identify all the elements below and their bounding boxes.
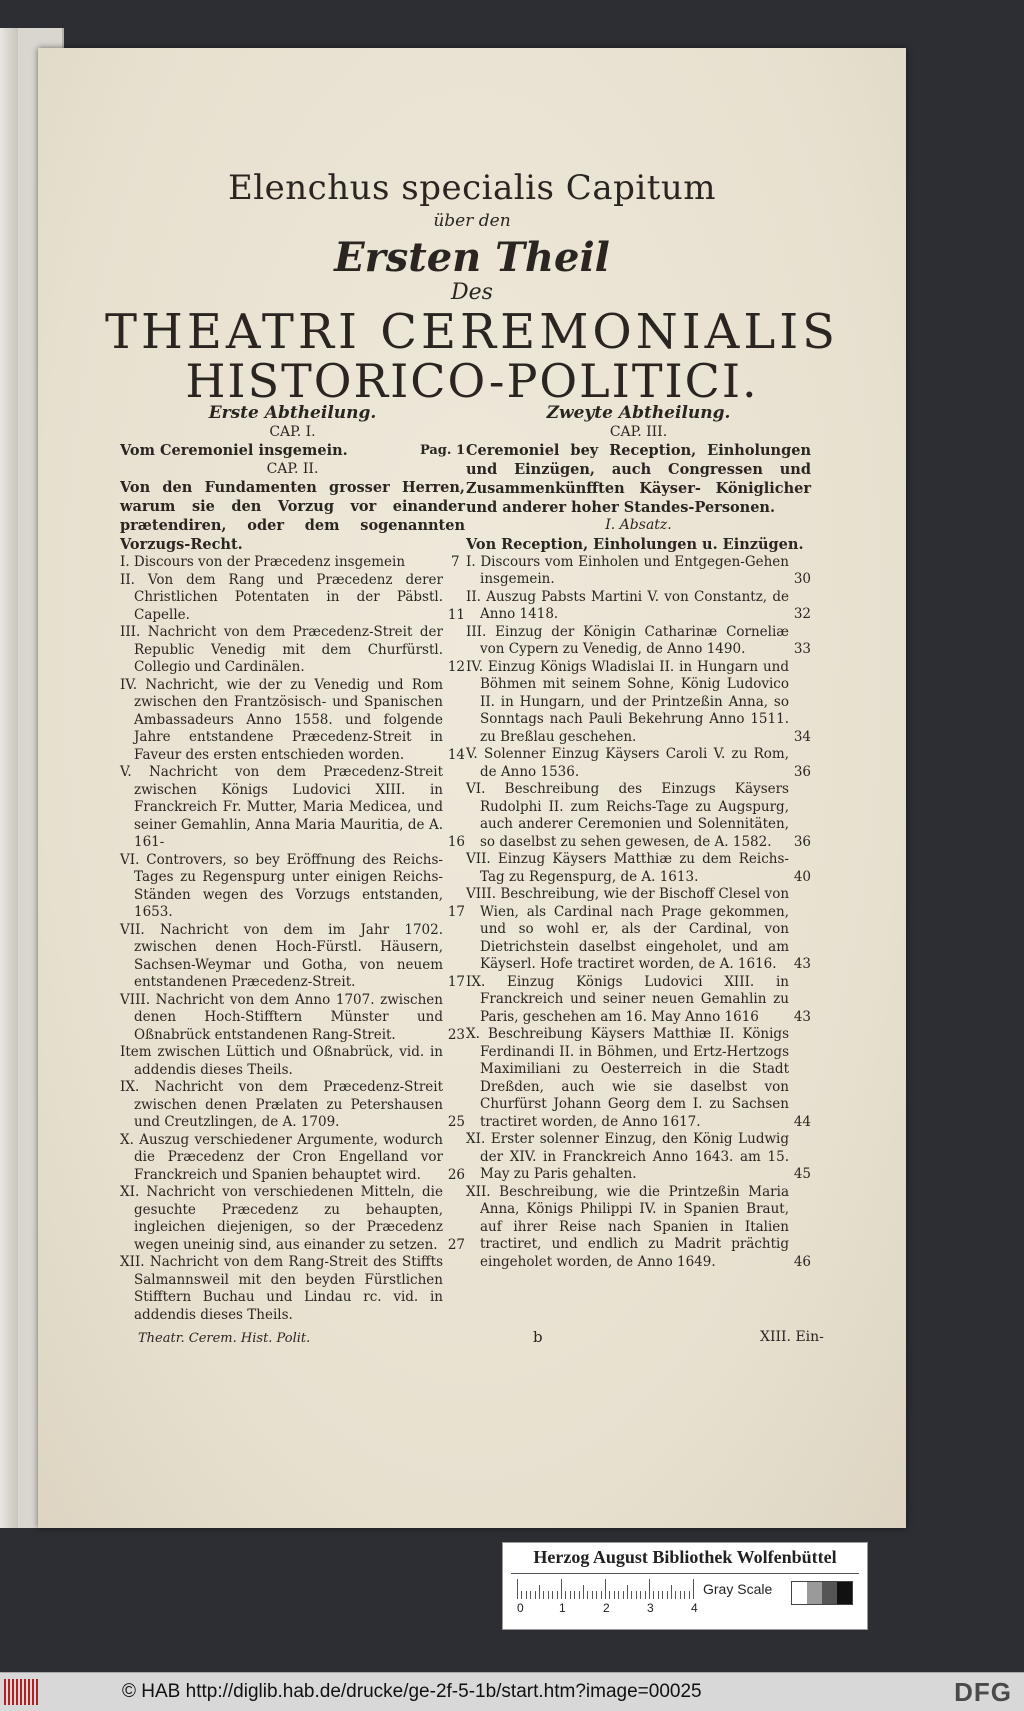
ruler-number: 0 (517, 1601, 524, 1615)
toc-entry (120, 677, 465, 765)
title-line-4: Des (451, 280, 493, 305)
ruler-tick (517, 1579, 518, 1599)
toc-entry-text: Item zwischen Lüttich und Oßnabrück, vid. in addendis dieses Theils. (120, 1044, 443, 1078)
toc-entry-text: V. Nachricht von dem Præcedenz-Streit zwischen Königs Ludovici XIII. in Franckreich Fr. Mutter, Maria Medicea, und seiner Gemahlin, Anna Maria Mauritia, de A. 161- (120, 764, 443, 850)
ruler-tick (693, 1579, 694, 1599)
toc-entry (466, 974, 811, 1027)
cap-1-topic (120, 441, 465, 460)
stamp-divider (511, 1573, 859, 1574)
toc-entry-page: 40 (793, 868, 811, 885)
toc-entry-text: IV. Nachricht, wie der zu Venedig und Rom zwischen den Frantzösisch- und Spanischen Ambassadeurs Anno 1558. und folgende Jahre entstandene Præcedenz-Streit in Faveur des ersten entschieden worden. (120, 676, 443, 763)
toc-entry-text: II. Von dem Rang und Præcedenz derer Christlichen Potentaten in der Päbstl. Capelle. (120, 571, 443, 623)
toc-entry (120, 1184, 465, 1254)
toc-entry-page: 27 (447, 1236, 465, 1253)
toc-entry (466, 554, 811, 589)
ruler-tick (653, 1591, 654, 1599)
ruler-tick (543, 1591, 544, 1599)
toc-entry-text: IX. Nachricht von dem Præcedenz-Streit zwischen denen Prælaten zu Petershausen und Creutzlingen, de A. 1709. (120, 1079, 443, 1130)
toc-entry-text: III. Nachricht von dem Præcedenz-Streit der Republic Venedig mit dem Churfürstl. Collegio und Cardinälen. (120, 624, 443, 675)
running-footer: Theatr. Cerem. Hist. Polit. (138, 1331, 311, 1346)
ruler-tick (583, 1585, 584, 1599)
ruler-tick (587, 1591, 588, 1599)
toc-entry (466, 589, 811, 624)
ruler-tick (521, 1591, 522, 1599)
toc-entry (466, 624, 811, 659)
library-name: Herzog August Bibliothek Wolfenbüttel (533, 1547, 837, 1567)
ruler-tick (631, 1591, 632, 1599)
toc-entry (120, 922, 465, 992)
cap-3-label: CAP. III. (609, 424, 668, 440)
toc-entry-text: XI. Nachricht von verschiedenen Mitteln, die gesuchte Præcedenz zu behaupten, ingleichen diejenigen, so der Præcedenz wegen uneinig sind, aus einander zu setzen. (120, 1184, 443, 1253)
section-topic: Von Reception, Einholungen u. Einzügen. (466, 535, 804, 553)
toc-entry-text: XI. Erster solenner Einzug, den König Ludwig der XIV. in Franckreich Anno 1643. am 15. May zu Paris gehalten. (466, 1131, 789, 1182)
toc-entry-page: 36 (793, 763, 811, 780)
ruler-tick (570, 1591, 571, 1599)
ruler-tick (671, 1585, 672, 1599)
cap-1-topic-text: Vom Ceremoniel insgemein. (120, 442, 348, 459)
ruler-tick (675, 1591, 676, 1599)
ruler-tick (601, 1591, 602, 1599)
toc-entry-text: XII. Beschreibung, wie die Printzeßin Maria Anna, Königs Philippi IV. in Spanien Braut, auf ihrer Reise nach Spanien in Italien tractiret, und endlich zu Madrit prächtig eingeholet worden, de Anno 1649. (466, 1183, 789, 1270)
ruler-number: 3 (647, 1601, 654, 1615)
toc-entry-text: VIII. Beschreibung, wie der Bischoff Clesel von Wien, als Cardinal nach Prage gekommen, und so wohl er, als der Cardinal, von Dietrichstein daselbst eingeholet, und am Käyserl. Hofe tractiret worden, de A. 1616. (466, 886, 790, 972)
title-line-5: THEATRI CEREMONIALIS (104, 304, 840, 360)
toc-entry (120, 852, 465, 922)
toc-entry-text: VII. Nachricht von dem im Jahr 1702. zwischen denen Hoch-Fürstl. Häusern, Sachsen-Weymar und Gotha, von neuem entstandenen Præcedenz-Streit. (120, 921, 443, 990)
toc-entry-page: 44 (793, 1113, 811, 1130)
ruler-tick (579, 1591, 580, 1599)
scanned-page (38, 48, 906, 1528)
dfg-logo: DFG (954, 1677, 1012, 1707)
toc-entry-text: V. Solenner Einzug Käysers Caroli V. zu Rom, de Anno 1536. (466, 746, 789, 780)
toc-entry-page: 17 (447, 974, 465, 990)
title-line-2: über den (433, 211, 511, 231)
title-line-1: Elenchus specialis Capitum (227, 168, 717, 208)
toc-entry-page: 32 (793, 606, 811, 622)
ruler-tick (605, 1579, 606, 1599)
gray-scale-label: Gray Scale (703, 1581, 773, 1597)
toc-entry-page: 43 (793, 956, 811, 972)
ruler-tick (530, 1591, 531, 1599)
title-line-3: Ersten Theil (334, 234, 610, 281)
bottom-bar (0, 1672, 1024, 1711)
ruler-tick (627, 1585, 628, 1599)
ruler-tick (557, 1591, 558, 1599)
section-label: I. Absatz. (605, 517, 672, 533)
left-entry-list (120, 554, 465, 1324)
toc-entry (466, 1131, 811, 1184)
cap-1-topic-page: Pag. 1 (419, 443, 465, 458)
toc-entry (466, 1026, 811, 1131)
page-edge-shadow (0, 28, 18, 1528)
toc-entry (466, 781, 811, 851)
ruler-number: 4 (691, 1601, 698, 1615)
toc-entry: I. Discours von der Præcedenz insgemein 7 (120, 554, 460, 570)
right-entry-list (466, 554, 811, 1272)
ruler-tick (640, 1591, 641, 1599)
ruler-tick (623, 1591, 624, 1599)
toc-entry (120, 1254, 465, 1324)
ruler-tick (680, 1591, 681, 1599)
catchword: XIII. Ein- (760, 1329, 824, 1345)
toc-entry-text: IX. Einzug Königs Ludovici XIII. in Franckreich und seiner neuen Gemahlin zu Paris, geschehen am 16. May Anno 1616 (466, 973, 789, 1025)
toc-entry-text: I. Discours von der Præcedenz insgemein (120, 554, 406, 570)
toc-entry-page: 36 (793, 833, 811, 850)
toc-entry-page: 46 (793, 1253, 811, 1270)
ruler-number: 2 (603, 1601, 610, 1615)
ruler-tick (565, 1591, 566, 1599)
cap-2-topic: Von den Fundamenten grosser Herren, warum sie den Vorzug vor einander prætendiren, oder dem sogenannten Vorzugs-Recht. (120, 479, 465, 553)
source-url[interactable]: © HAB http://diglib.hab.de/drucke/ge-2f-5-1b/start.htm?image=00025 (122, 1681, 702, 1702)
ruler-tick (526, 1591, 527, 1599)
toc-entry-page: 26 (447, 1166, 465, 1183)
ruler-tick (689, 1591, 690, 1599)
toc-entry-page: 16 (447, 834, 465, 850)
ruler-tick (535, 1591, 536, 1599)
toc-entry (120, 572, 465, 625)
ruler-number: 1 (559, 1601, 566, 1615)
ruler-tick (592, 1591, 593, 1599)
toc-entry-text: VIII. Nachricht von dem Anno 1707. zwischen denen Hoch-Stifftern Münster und Oßnabrück entstandenen Rang-Streit. (120, 991, 443, 1043)
toc-entry (120, 624, 465, 677)
ruler-tick (574, 1591, 575, 1599)
toc-entry-text: VII. Einzug Käysers Matthiæ zu dem Reichs-Tag zu Regenspurg, de A. 1613. (466, 851, 789, 885)
toc-entry-page: 25 (447, 1114, 465, 1130)
toc-entry (120, 992, 465, 1045)
cap-1-label: CAP. I. (269, 424, 316, 440)
ruler-tick (596, 1591, 597, 1599)
toc-entry-text: II. Auszug Pabsts Martini V. von Constantz, de Anno 1418. (466, 588, 789, 622)
toc-entry-page: 33 (793, 641, 811, 657)
ruler-tick (552, 1591, 553, 1599)
ruler-tick (667, 1591, 668, 1599)
ruler-tick (618, 1591, 619, 1599)
toc-entry-page: 34 (793, 728, 811, 745)
cap-2-label: CAP. II. (266, 461, 319, 477)
ruler-tick (658, 1591, 659, 1599)
toc-entry-text: X. Beschreibung Käysers Matthiæ II. Königs Ferdinandi II. in Böhmen, und Ertz-Hertzogs Maximiliani zu Oesterreich in die Stadt Dreßden, auch wie sie daselbst von Churfürst Johann Georg dem I. zu Sachsen tractiret worden, de Anno 1617. (466, 1026, 789, 1130)
right-heading: Zweyte Abtheilung. (546, 403, 731, 423)
ruler-tick (684, 1591, 685, 1599)
ruler-tick (662, 1591, 663, 1599)
toc-entry-page: 43 (793, 1008, 811, 1025)
left-column (120, 403, 465, 1324)
toc-entry-page: 12 (447, 659, 465, 675)
toc-entry-page: 14 (447, 746, 465, 763)
toc-entry-text: I. Discours vom Einholen und Entgegen-Gehen insgemein. (466, 553, 789, 587)
ruler-scale (517, 1577, 697, 1599)
toc-entry-page: 17 (447, 904, 465, 920)
signature-mark: b (533, 1328, 543, 1346)
toc-entry-text: III. Einzug der Königin Catharinæ Corneliæ von Cypern zu Venedig, de Anno 1490. (466, 623, 789, 657)
cap-3-topic: Ceremoniel bey Reception, Einholungen und Einzügen, auch Congressen und Zusammenkünfften Käyser- Königlicher und anderer hoher Standes-Personen. (466, 442, 811, 516)
toc-entry (466, 851, 811, 886)
library-colorcard (502, 1542, 868, 1630)
toc-entry-page: 23 (447, 1026, 465, 1043)
left-heading: Erste Abtheilung. (208, 403, 377, 423)
ruler-tick (649, 1579, 650, 1599)
toc-entry (466, 1184, 811, 1272)
toc-entry (466, 886, 811, 974)
ruler-tick (614, 1591, 615, 1599)
ruler-tick (636, 1591, 637, 1599)
toc-entry-text: VI. Beschreibung des Einzugs Käysers Rudolphi II. zum Reichs-Tage zu Augspurg, auch anderer Ceremonien und Solennitäten, so daselbst zu sehen gewesen, de A. 1582. (466, 781, 789, 850)
toc-entry-page: 45 (793, 1166, 811, 1182)
ruler-tick (645, 1591, 646, 1599)
ruler-tick (609, 1591, 610, 1599)
ruler-tick (548, 1591, 549, 1599)
toc-entry (120, 1132, 465, 1185)
toc-entry (120, 1044, 465, 1079)
toc-entry-text: VI. Controvers, so bey Eröffnung des Reichs-Tages zu Regenspurg unter einigen Reichs-Ständen wegen des Vorzugs entstanden, 1653. (120, 851, 443, 920)
toc-entry (120, 764, 465, 852)
toc-entry (466, 659, 811, 747)
toc-entry-page: 30 (793, 571, 811, 587)
barcode-icon (4, 1679, 44, 1705)
title-line-6: HISTORICO-POLITICI. (185, 354, 759, 408)
toc-entry-text: XII. Nachricht von dem Rang-Streit des Stiffts Salmannsweil mit den beyden Fürstlichen Stifftern Buchau und Lindau rc. vid. in addendis dieses Theils. (120, 1254, 443, 1323)
right-column (466, 403, 811, 1271)
toc-entry (120, 1079, 465, 1132)
toc-entry (466, 746, 811, 781)
gray-scale-swatch (791, 1581, 853, 1605)
ruler-tick (561, 1579, 562, 1599)
ruler-tick (539, 1585, 540, 1599)
toc-entry-text: IV. Einzug Königs Wladislai II. in Hungarn und Böhmen mit seinem Sohne, König Ludovico II. in Hungarn, und der Printzeßin Anna, so Sonntags nach Pauli Bekehrung Anno 1511. zu Breßlau geschehen. (466, 658, 789, 745)
toc-entry-text: X. Auszug verschiedener Argumente, wodurch die Præcedenz der Cron Engelland vor Franckreich und Spanien behauptet wird. (120, 1131, 443, 1183)
toc-entry-page: 11 (447, 606, 465, 623)
